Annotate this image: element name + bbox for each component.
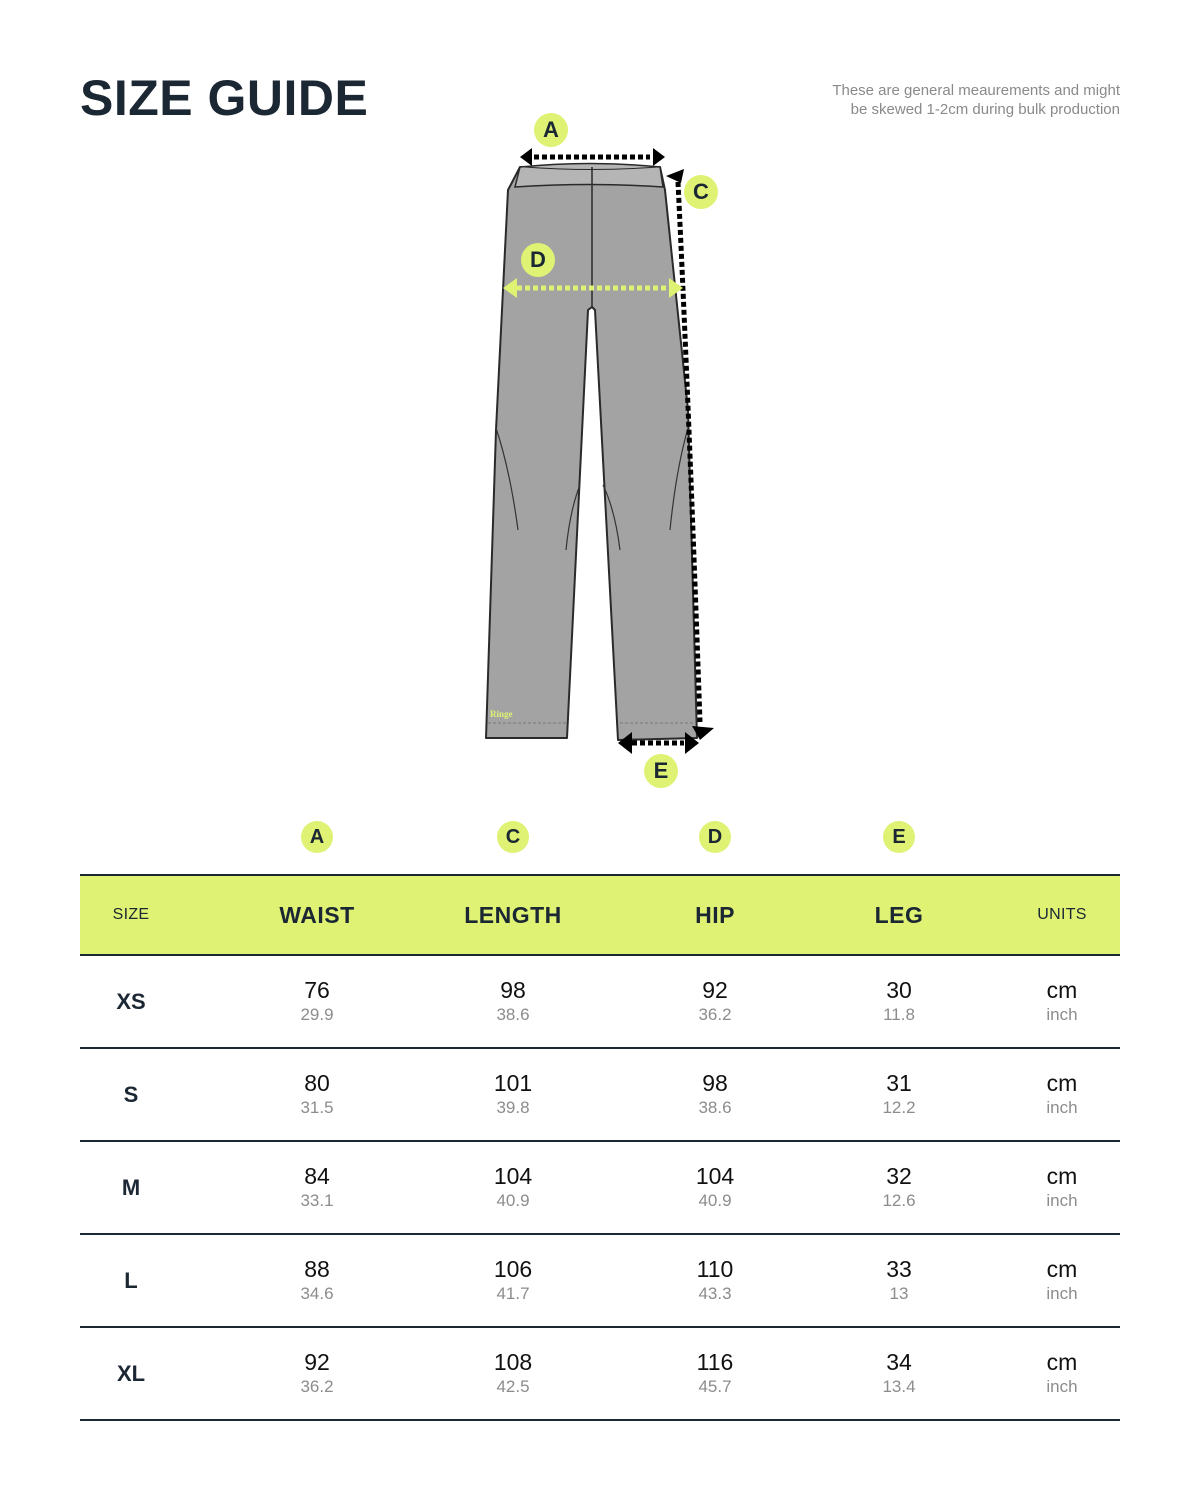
disclaimer-line-1: These are general meaurements and might	[832, 82, 1120, 99]
length-inch: 41.7	[496, 1284, 530, 1303]
table-row	[80, 1142, 1120, 1235]
waist-inch: 29.9	[300, 1005, 334, 1024]
length-cm: 98	[500, 977, 526, 1003]
hip-inch: 36.2	[698, 1005, 732, 1024]
size-label: L	[124, 1267, 138, 1293]
waist-cm: 76	[304, 977, 330, 1003]
unit-cm: cm	[1046, 1256, 1078, 1282]
leg-cm: 33	[886, 1256, 912, 1282]
length-inch: 42.5	[496, 1377, 530, 1396]
hip-inch: 38.6	[698, 1098, 732, 1117]
size-label: XS	[116, 988, 146, 1014]
waist-cm: 92	[304, 1349, 330, 1375]
header-length: LENGTH	[464, 901, 562, 928]
length-inch: 39.8	[496, 1098, 530, 1117]
hip-cm: 104	[695, 1163, 735, 1189]
length-cm: 101	[493, 1070, 533, 1096]
unit-cm: cm	[1046, 977, 1078, 1003]
size-label: M	[121, 1174, 141, 1200]
unit-inch: inch	[1046, 1284, 1078, 1303]
brand-tag: Ringe	[490, 709, 513, 719]
leg-inch: 13.4	[882, 1377, 916, 1396]
marker-d-hip: D	[521, 243, 555, 277]
marker-e-leg: E	[644, 754, 678, 788]
pants-illustration	[470, 110, 740, 800]
length-inch: 40.9	[496, 1191, 530, 1210]
waist-cm: 80	[304, 1070, 330, 1096]
table-header	[80, 874, 1120, 956]
leg-cm: 31	[886, 1070, 912, 1096]
column-marker-c: C	[497, 821, 529, 853]
header-leg: LEG	[874, 901, 924, 928]
length-cm: 108	[493, 1349, 533, 1375]
leg-inch: 12.2	[882, 1098, 916, 1117]
waist-cm: 84	[304, 1163, 330, 1189]
header-hip: HIP	[695, 901, 735, 928]
waist-inch: 34.6	[300, 1284, 334, 1303]
unit-cm: cm	[1046, 1070, 1078, 1096]
marker-c-length: C	[684, 175, 718, 209]
measurement-disclaimer	[720, 81, 1120, 119]
pants-measurement-diagram	[470, 110, 740, 800]
waist-inch: 31.5	[300, 1098, 334, 1117]
unit-inch: inch	[1046, 1377, 1078, 1396]
size-label: XL	[116, 1360, 146, 1386]
unit-cm: cm	[1046, 1163, 1078, 1189]
leg-cm: 32	[886, 1163, 912, 1189]
leg-cm: 34	[886, 1349, 912, 1375]
leg-cm: 30	[886, 977, 912, 1003]
waist-inch: 36.2	[300, 1377, 334, 1396]
page-title: SIZE GUIDE	[80, 70, 369, 126]
size-label: S	[123, 1081, 139, 1107]
waist-inch: 33.1	[300, 1191, 334, 1210]
unit-inch: inch	[1046, 1005, 1078, 1024]
hip-cm: 98	[702, 1070, 728, 1096]
table-row	[80, 1235, 1120, 1328]
table-row	[80, 1049, 1120, 1142]
marker-a-waist: A	[534, 113, 568, 147]
unit-inch: inch	[1046, 1191, 1078, 1210]
header-waist: WAIST	[279, 901, 355, 928]
table-row	[80, 956, 1120, 1049]
hip-cm: 92	[702, 977, 728, 1003]
leg-inch: 12.6	[882, 1191, 916, 1210]
column-marker-a: A	[301, 821, 333, 853]
leg-inch: 11.8	[883, 1005, 915, 1024]
hip-cm: 110	[696, 1256, 734, 1282]
length-cm: 106	[493, 1256, 533, 1282]
length-inch: 38.6	[496, 1005, 530, 1024]
hip-inch: 43.3	[698, 1284, 732, 1303]
hip-inch: 40.9	[698, 1191, 732, 1210]
length-cm: 104	[493, 1163, 533, 1189]
column-marker-d: D	[699, 821, 731, 853]
hip-inch: 45.7	[698, 1377, 732, 1396]
unit-inch: inch	[1046, 1098, 1078, 1117]
header-size: SIZE	[112, 906, 150, 923]
table-row	[80, 1328, 1120, 1421]
header-units: UNITS	[1037, 906, 1087, 923]
waist-cm: 88	[304, 1256, 330, 1282]
leg-inch: 13	[889, 1284, 909, 1303]
size-table	[80, 874, 1120, 1421]
disclaimer-line-2: be skewed 1-2cm during bulk production	[850, 101, 1120, 118]
hip-cm: 116	[696, 1349, 734, 1375]
column-marker-e: E	[883, 821, 915, 853]
unit-cm: cm	[1046, 1349, 1078, 1375]
